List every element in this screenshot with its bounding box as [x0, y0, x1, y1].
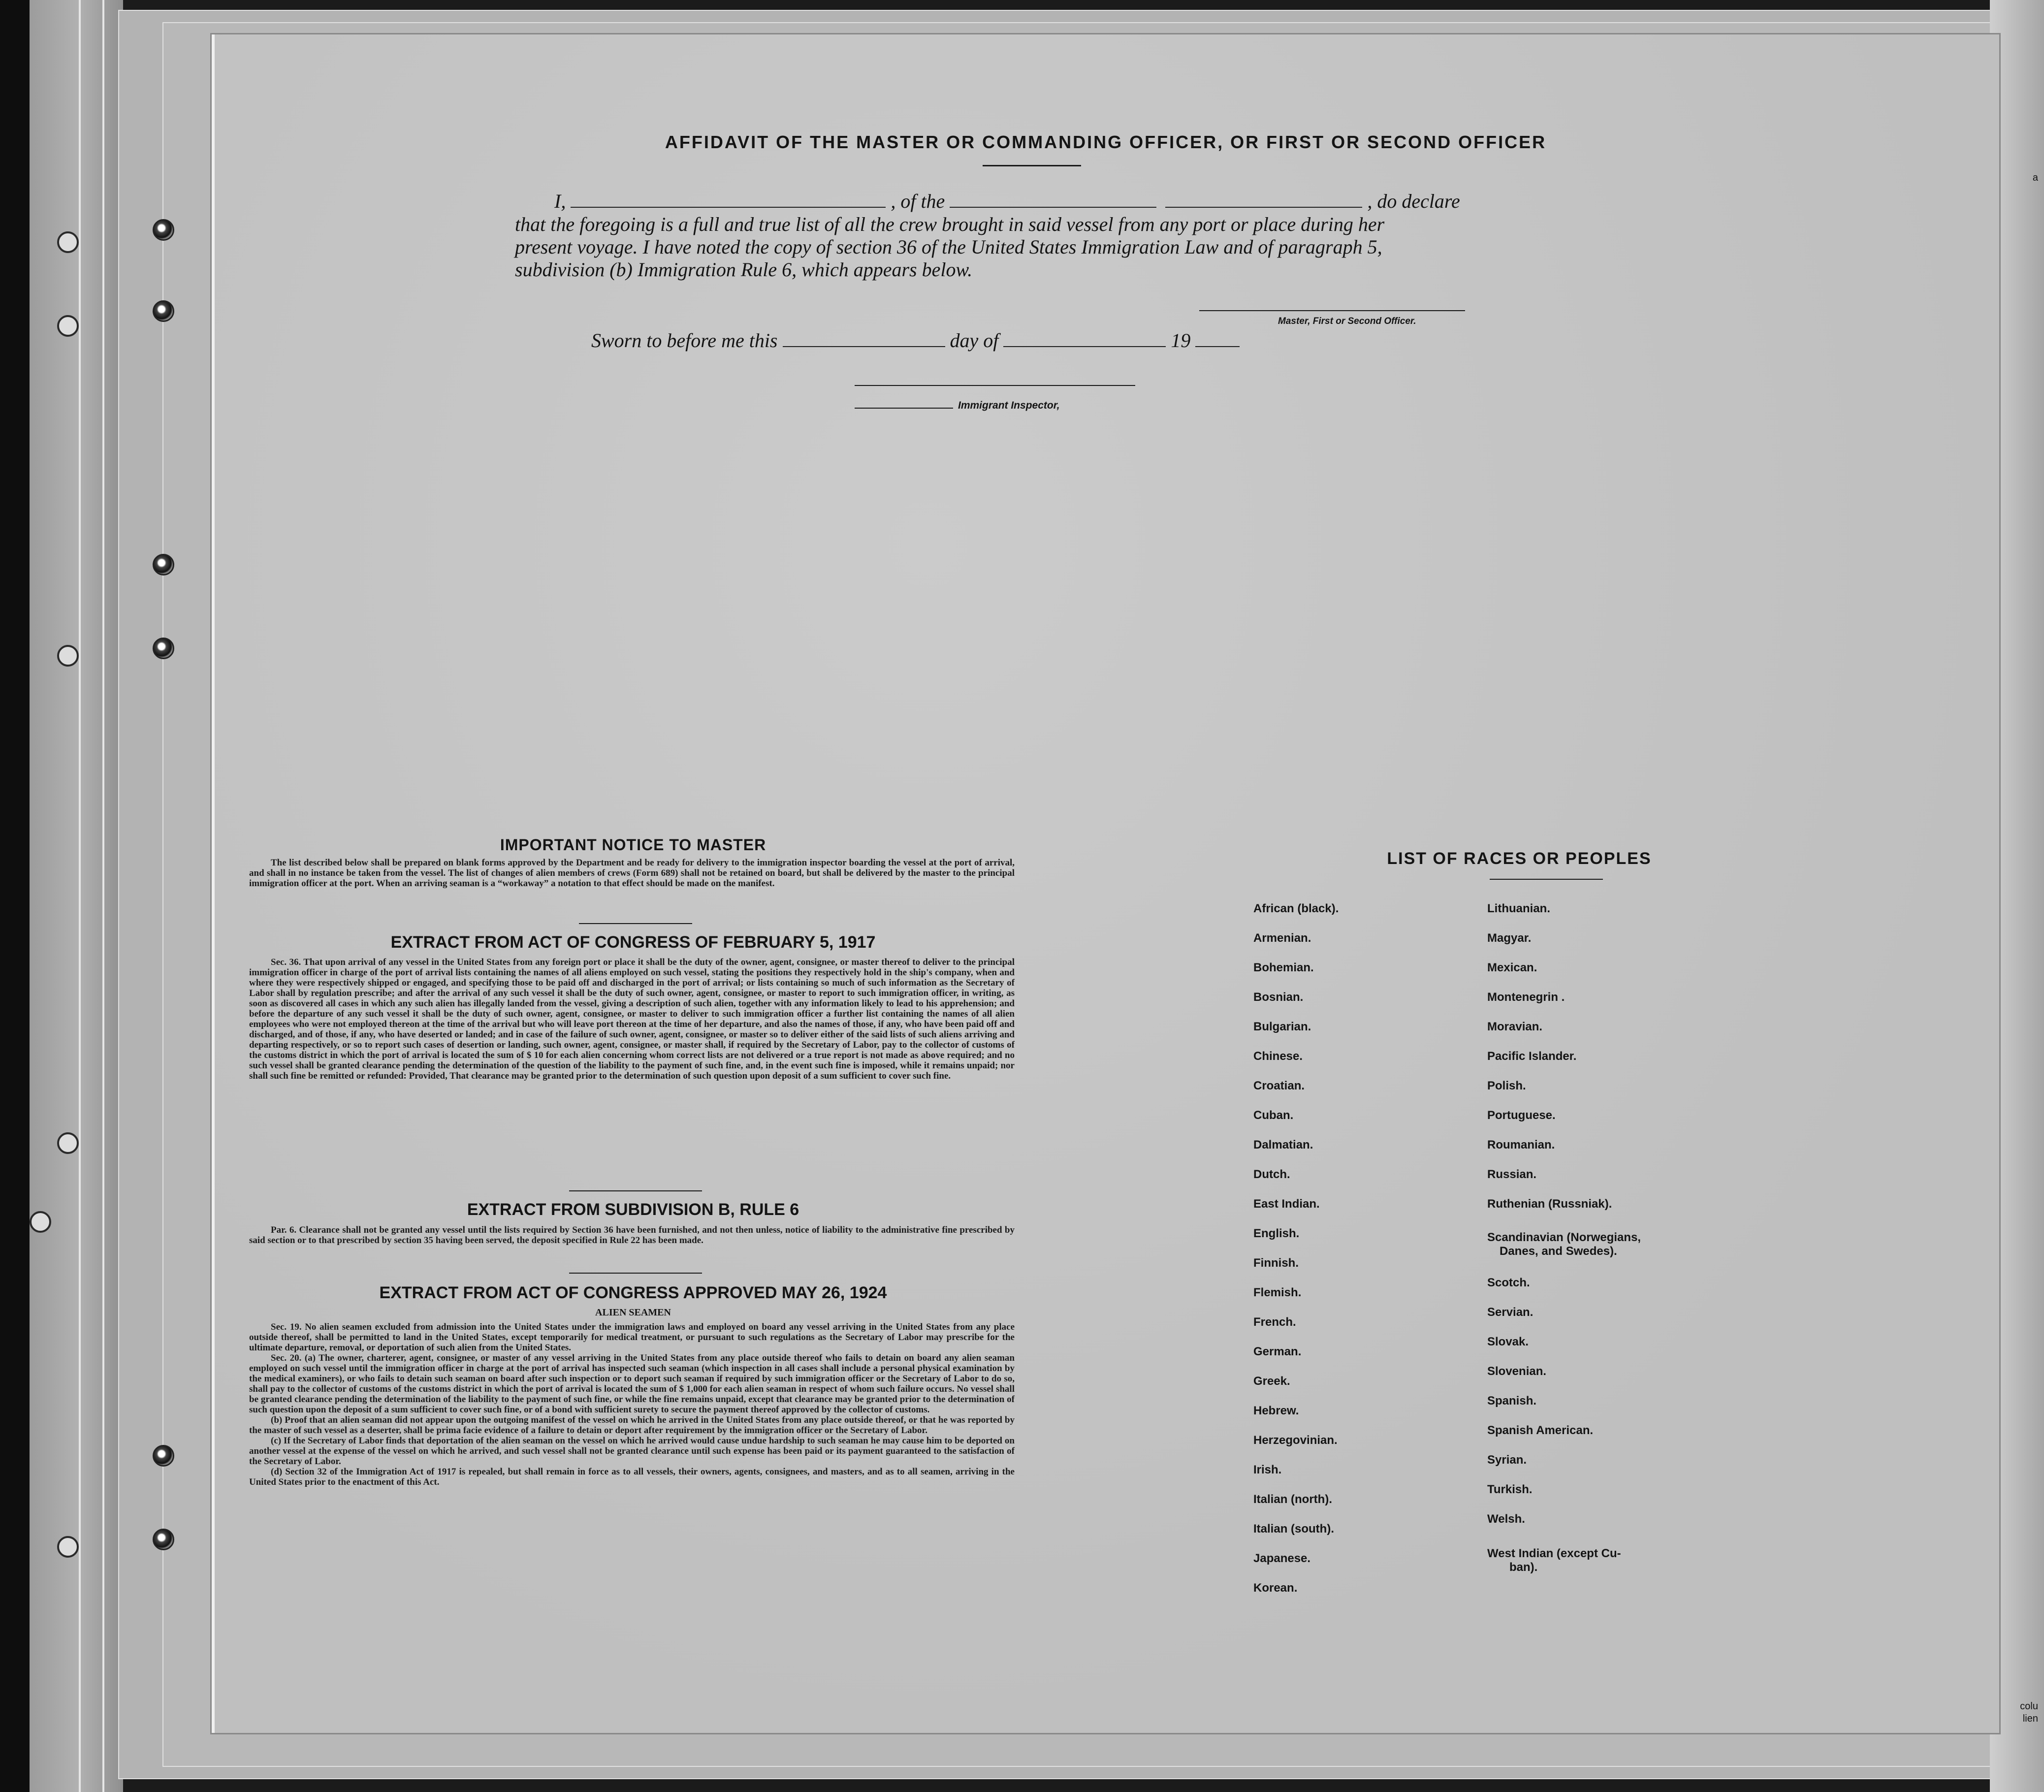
inspector-caption: Immigrant Inspector, — [958, 400, 1060, 411]
affidavit-do-declare: , do declare — [1367, 190, 1460, 212]
affidavit-line-2: that the foregoing is a full and true list of all the crew brought in said vessel from any port or place during her — [515, 213, 1385, 235]
day-of-text: day of — [950, 329, 999, 352]
affidavit-line-3: present voyage. I have noted the copy of section 36 of the United States Immigration Law and of paragraph 5, — [515, 236, 1382, 258]
grommet-hole — [153, 300, 174, 322]
race-item: Russian. — [1487, 1168, 1537, 1181]
day-blank — [783, 346, 945, 347]
edge-text: colu — [2020, 1701, 2038, 1712]
extract-1924-paragraph: (c) If the Secretary of Labor finds that deportation of the alien seaman on the vessel on which he arrived would cause undue hardship to such seaman he may cause him to be deported on another vessel at the expense of the vessel on which he arrived, and such vessel shall not be granted clearance until such expense has been paid or its payment guaranteed to the satisfaction of the Secretary of Labor. — [249, 1436, 1015, 1467]
subdivision-b-body — [249, 1225, 1015, 1246]
race-item: Montenegrin . — [1487, 991, 1565, 1004]
race-item: Pacific Islander. — [1487, 1050, 1577, 1063]
race-item: Armenian. — [1253, 931, 1311, 945]
race-item: Dalmatian. — [1253, 1138, 1313, 1152]
race-item: Syrian. — [1487, 1453, 1527, 1467]
inspector-signature-line — [855, 408, 953, 409]
race-item: Korean. — [1253, 1581, 1298, 1595]
race-item: Italian (north). — [1253, 1493, 1332, 1506]
extract-1917-paragraph: Sec. 36. That upon arrival of any vessel in the United States from any foreign port or place it shall be the duty of the owner, agent, consignee, or master thereof to deliver to the principal immigration officer in charge of the port of arrival lists containing the names of all aliens employed on such vessel, stating the positions they respectively hold in the ship's company, when and where they were respectively shipped or engaged, and specifying those to be paid off and discharged in the port of arrival; or lists containing so much of such information as the Secretary of Labor shall by regulation prescribe; and after the arrival of any such vessel it shall be the duty of such owner, agent, consignee, or master to report to such immigration officer, in writing, as soon as discovered all cases in which any such alien has illegally landed from the vessel, giving a description of such alien, together with any information likely to lead to his apprehension; and before the departure of any such vessel it shall be the duty of such owner, agent, consignee, or master to deliver to such immigration officer a further list containing the names of all alien employees who were not employed thereon at the time of the arrival but who will leave port thereon at the time of her departure, and also the names of those, if any, who have been paid off and discharged, and of those, if any, who have deserted or landed; and in case of the failure of such owner, agent, consignee, or master so to deliver either of the said lists of such aliens arriving and departing respectively, or so to report such cases of desertion or landing, such owner, agent, consignee, or master shall, if required by the Secretary of Labor, pay to the collector of customs of the customs district in which the port of arrival is located the sum of $ 10 for each alien concerning whom correct lists are not delivered or a true report is not made as above required; and no such vessel shall be granted clearance pending the determination of the question of the liability to the payment of such fine, and, in the event such fine is imposed, while it remains unpaid; nor shall such fine be remitted or refunded: Provided, That clearance may be granted prior to the determination of such question upon deposit of a sum sufficient to cover such fine. — [249, 957, 1015, 1081]
sworn-text: Sworn to before me this — [591, 329, 778, 352]
race-item: ban). — [1509, 1561, 1538, 1574]
affidavit-line-1 — [554, 190, 1460, 213]
section-divider — [579, 923, 692, 924]
race-item: Finnish. — [1253, 1256, 1299, 1270]
race-item: Moravian. — [1487, 1020, 1543, 1033]
race-item: Dutch. — [1253, 1168, 1290, 1181]
punch-hole — [57, 231, 79, 253]
section-divider — [569, 1190, 702, 1191]
race-item: French. — [1253, 1315, 1296, 1329]
race-item: Spanish. — [1487, 1394, 1537, 1408]
race-item: Servian. — [1487, 1306, 1533, 1319]
race-item: Mexican. — [1487, 961, 1537, 974]
grommet-hole — [153, 638, 174, 659]
year-blank — [1195, 346, 1240, 347]
title-underline — [983, 165, 1081, 166]
race-item: Lithuanian. — [1487, 902, 1550, 915]
inspector-signature-line — [855, 385, 1135, 386]
title-underline — [1490, 879, 1603, 880]
subdivision-b-paragraph: Par. 6. Clearance shall not be granted any vessel until the lists required by Section 36 have been furnished, and not then unless, notice of liability to the administrative fine prescribed by said section or to that prescribed by section 35 having been served, the deposit specified in Rule 22 has been made. — [249, 1225, 1015, 1246]
affidavit-i: I, — [554, 190, 566, 212]
race-item: Portuguese. — [1487, 1109, 1556, 1122]
notice-paragraph: The list described below shall be prepared on blank forms approved by the Department and be ready for delivery to the immigration inspector boarding the vessel at the port of arrival, and shall in no instance be taken from the vessel. The list of changes of alien members of crews (Form 689) shall not be retained on board, but shall be delivered by the master to the principal immigration officer at the port. When an arriving seaman is a “workaway” a notation to that effect should be made on the manifest. — [249, 858, 1015, 889]
sworn-line — [591, 329, 1240, 352]
race-item: Italian (south). — [1253, 1522, 1334, 1536]
section-divider — [569, 1273, 702, 1274]
extract-1924-paragraph: Sec. 19. No alien seamen excluded from admission into the United States under the immigration laws and employed on board any vessel arriving in the United States from any place outside thereof, shall be permitted to land in the United States, except temporarily for medical treatment, or pursuant to such regulations as the Secretary of Labor may prescribe for the ultimate departure, removal, or deportation of such alien from the United States. — [249, 1322, 1015, 1353]
punch-hole — [57, 645, 79, 667]
race-item: Bulgarian. — [1253, 1020, 1311, 1033]
race-item: East Indian. — [1253, 1197, 1320, 1211]
race-item: Scotch. — [1487, 1276, 1530, 1289]
subdivision-b-title: EXTRACT FROM SUBDIVISION B, RULE 6 — [467, 1200, 799, 1219]
master-caption: Master, First or Second Officer. — [1278, 316, 1416, 326]
punch-hole — [57, 1132, 79, 1154]
punch-hole — [57, 315, 79, 337]
grommet-hole — [153, 219, 174, 241]
race-item: Irish. — [1253, 1463, 1282, 1476]
race-item: Roumanian. — [1487, 1138, 1555, 1152]
races-title: LIST OF RACES OR PEOPLES — [1387, 849, 1652, 868]
race-item: Hebrew. — [1253, 1404, 1299, 1417]
vessel-blank — [1165, 207, 1362, 208]
page-edge-line — [102, 0, 104, 1792]
race-item: African (black). — [1253, 902, 1339, 915]
edge-text: lien — [2022, 1713, 2038, 1724]
master-signature-line — [1199, 310, 1465, 311]
punch-hole — [57, 1536, 79, 1558]
extract-1924-paragraph: (d) Section 32 of the Immigration Act of 1917 is repealed, but shall remain in force as to all vessels, their owners, agents, consignees, and masters, and as to all seamen, arriving in the United States prior to the enactment of this Act. — [249, 1467, 1015, 1487]
manifest-sheet — [212, 34, 1999, 1733]
year-text: 19 — [1171, 329, 1191, 352]
race-item: Magyar. — [1487, 931, 1532, 945]
affidavit-title: AFFIDAVIT OF THE MASTER OR COMMANDING OFFICER, OR FIRST OR SECOND OFFICER — [665, 132, 1547, 152]
race-item: Spanish American. — [1487, 1424, 1594, 1437]
extract-1924-paragraph: Sec. 20. (a) The owner, charterer, agent, consignee, or master of any vessel arriving in the United States from any place outside thereof who fails to detain on board any alien seaman employed on such vessel until the immigration officer in charge at the port of arrival has inspected such seaman (which inspection in all cases shall include a personal physical examination by the medical examiners), or who fails to detain such seaman on board after such inspection or to deport such seaman if required by such immigration officer or the Secretary of Labor to do so, shall pay to the collector of customs of the customs district in which the port of arrival is located the sum of $ 1,000 for each alien seaman in respect of whom such failure occurs. No vessel shall be granted clearance pending the determination of the liability to the payment of such fine, or while the fine remains unpaid, except that clearance may be granted prior to the determination of such question upon the deposit of a sum sufficient to cover such fine, or of a bond with sufficient surety to secure the payment thereof approved by the collector of customs. — [249, 1353, 1015, 1415]
alien-seamen-subtitle: ALIEN SEAMEN — [595, 1307, 671, 1318]
race-item: Scandinavian (Norwegians, — [1487, 1231, 1641, 1244]
race-item: Herzegovinian. — [1253, 1434, 1338, 1447]
extract-1924-body — [249, 1322, 1015, 1487]
race-item: Croatian. — [1253, 1079, 1305, 1092]
grommet-hole — [153, 1529, 174, 1550]
notice-title: IMPORTANT NOTICE TO MASTER — [500, 836, 766, 854]
extract-1917-title: EXTRACT FROM ACT OF CONGRESS OF FEBRUARY 5, 1917 — [390, 933, 876, 952]
race-item: Welsh. — [1487, 1512, 1525, 1526]
race-item: Bosnian. — [1253, 991, 1304, 1004]
race-item: Chinese. — [1253, 1050, 1303, 1063]
race-item: Japanese. — [1253, 1552, 1311, 1565]
race-item: English. — [1253, 1227, 1300, 1240]
race-item: West Indian (except Cu- — [1487, 1547, 1621, 1560]
extract-1924-title: EXTRACT FROM ACT OF CONGRESS APPROVED MAY 26, 1924 — [379, 1283, 887, 1302]
punch-hole — [30, 1211, 51, 1233]
edge-text: a — [2032, 172, 2038, 183]
race-item: Flemish. — [1253, 1286, 1302, 1299]
binding-edge — [0, 0, 123, 1792]
extract-1917-body — [249, 957, 1015, 1081]
notice-body — [249, 858, 1015, 889]
race-item: Greek. — [1253, 1375, 1290, 1388]
race-item: Cuban. — [1253, 1109, 1294, 1122]
race-item: Slovenian. — [1487, 1365, 1547, 1378]
affidavit-line-4: subdivision (b) Immigration Rule 6, which appears below. — [515, 258, 973, 281]
race-item: Ruthenian (Russniak). — [1487, 1197, 1612, 1211]
race-item: Danes, and Swedes). — [1500, 1245, 1617, 1258]
page-edge-line — [79, 0, 81, 1792]
vessel-blank — [950, 207, 1156, 208]
affidavit-of-the: , of the — [891, 190, 945, 212]
race-item: Polish. — [1487, 1079, 1526, 1092]
grommet-hole — [153, 554, 174, 576]
race-item: Bohemian. — [1253, 961, 1314, 974]
month-blank — [1003, 346, 1166, 347]
name-blank — [571, 207, 886, 208]
extract-1924-paragraph: (b) Proof that an alien seaman did not appear upon the outgoing manifest of the vessel on which he arrived in the United States from any place outside thereof, or that he was reported by the master of such vessel as a deserter, shall be prima facie evidence of a failure to detain or deport after requirement by the immigration officer or the Secretary of Labor. — [249, 1415, 1015, 1436]
race-item: German. — [1253, 1345, 1302, 1358]
race-item: Slovak. — [1487, 1335, 1529, 1348]
race-item: Turkish. — [1487, 1483, 1533, 1496]
grommet-hole — [153, 1445, 174, 1467]
